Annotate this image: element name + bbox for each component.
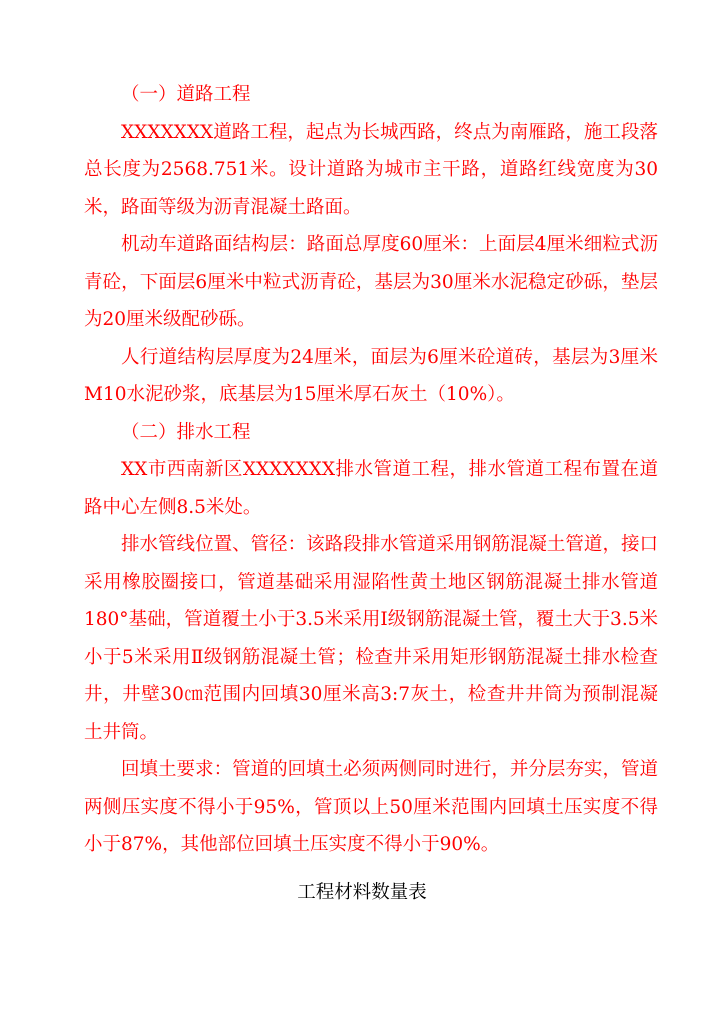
road-paragraph-sidewalk-structure: 人行道结构层厚度为24厘米，面层为6厘米砼道砖，基层为3厘米M10水泥砂浆，底基层为15厘米厚石灰土（10%）。 [84, 346, 658, 405]
table-title: 工程材料数量表 [297, 882, 427, 903]
drainage-paragraph-backfill: 回填土要求：管道的回填土必须两侧同时进行，并分层夯实，管道两侧压实度不得小于95%，管顶以上50厘米范围内回填土压实度不得小于87%，其他部位回填土压实度不得小于90%。 [84, 759, 658, 855]
document-body [84, 76, 658, 864]
road-paragraph-overview: XXXXXXX道路工程，起点为长城西路，终点为南雁路，施工段落总长度为2568.751米。设计道路为城市主干路，道路红线宽度为30米，路面等级为沥青混凝土路面。 [84, 121, 658, 218]
road-paragraph-vehicle-lane-structure: 机动车道路面结构层：路面总厚度60厘米：上面层4厘米细粒式沥青砼，下面层6厘米中粒式沥青砼，基层为30厘米水泥稳定砂砾，垫层为20厘米级配砂砾。 [84, 234, 658, 330]
drainage-paragraph-overview: XX市西南新区XXXXXXX排水管道工程，排水管道工程布置在道路中心左侧8.5米处。 [84, 459, 658, 518]
drainage-paragraph-pipe-spec: 排水管线位置、管径：该路段排水管道采用钢筋混凝土管道，接口采用橡胶圈接口，管道基础采用湿陷性黄土地区钢筋混凝土排水管道180°基础，管道覆土小于3.5米采用Ⅰ级钢筋混凝土管，覆土大于3.5米小于5米采用Ⅱ级钢筋混凝土管；检查井采用矩形钢筋混凝土排水检查井，井壁30㎝范围内回填30厘米高3:7灰土，检查井井筒为预制混凝土井筒。 [84, 534, 658, 743]
section-heading-drainage: （二）排水工程 [121, 421, 251, 443]
section-heading-road: （一）道路工程 [121, 84, 251, 105]
